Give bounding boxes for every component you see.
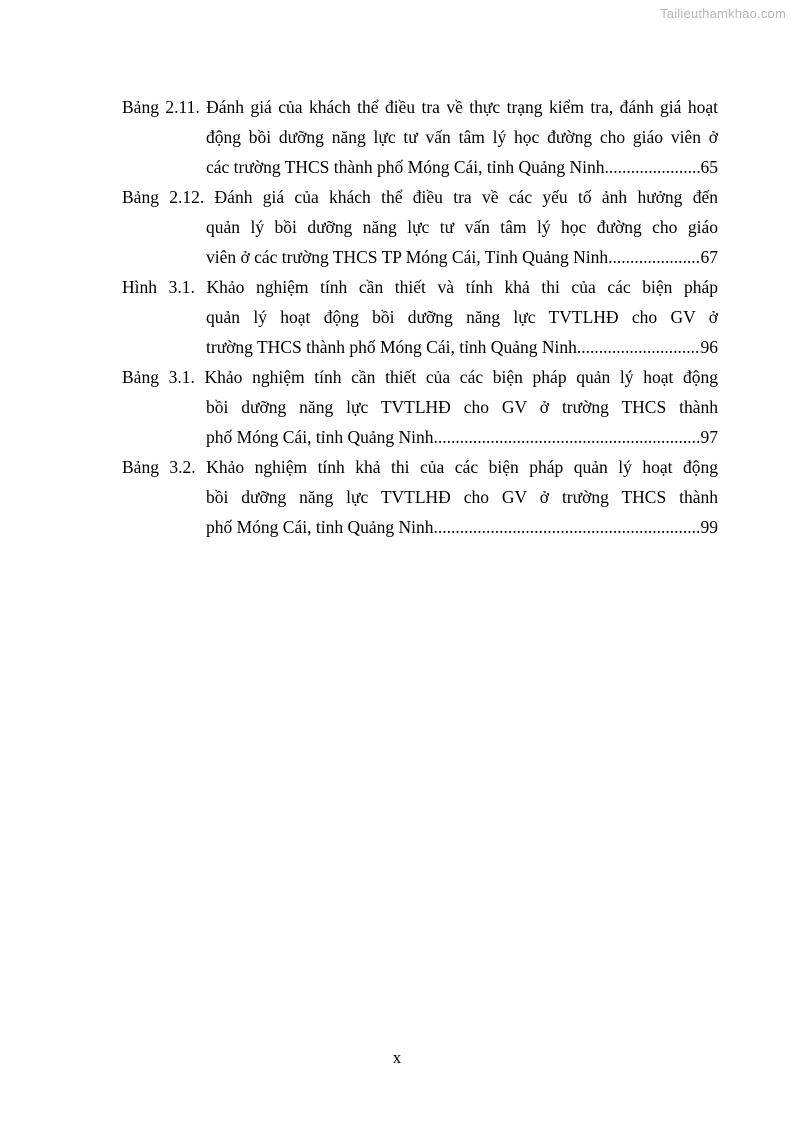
toc-entry-caption-continued: bồi dưỡng năng lực TVTLHĐ cho GV ở trường THCS thành (206, 397, 718, 417)
toc-entry-caption: Hình 3.1. Khảo nghiệm tính cần thiết và tính khả thi của các biện pháp (122, 277, 718, 297)
toc-entry-last-line (122, 332, 718, 362)
toc-entry-last-line (122, 152, 718, 182)
toc-entry[interactable] (122, 272, 718, 362)
toc-entry-caption-end: phố Móng Cái, tỉnh Quảng Ninh (206, 517, 434, 537)
dot-leader (605, 152, 701, 182)
toc-entry-caption-continued: quản lý hoạt động bồi dưỡng năng lực TVTLHĐ cho GV ở (206, 307, 718, 327)
toc-entry-caption-continued: quản lý bồi dưỡng năng lực tư vấn tâm lý học đường cho giáo (206, 217, 718, 237)
dot-leader (577, 332, 701, 362)
toc-entry-caption-end: phố Móng Cái, tỉnh Quảng Ninh (206, 427, 434, 447)
toc-entry-caption-continued: bồi dưỡng năng lực TVTLHĐ cho GV ở trường THCS thành (206, 487, 718, 507)
toc-page-number: 97 (700, 427, 718, 447)
toc-page-number: 96 (700, 337, 718, 357)
toc-entry[interactable] (122, 92, 718, 182)
toc-entry-caption-end: viên ở các trường THCS TP Móng Cái, Tỉnh Quảng Ninh (206, 247, 609, 267)
toc-entry-last-line (122, 422, 718, 452)
dot-leader (434, 422, 701, 452)
list-of-tables-figures (122, 92, 718, 542)
toc-entry[interactable] (122, 182, 718, 272)
dot-leader (434, 512, 701, 542)
toc-entry-caption-continued: động bồi dưỡng năng lực tư vấn tâm lý học đường cho giáo viên ở (206, 127, 718, 147)
page-number-footer: x (392, 1048, 402, 1067)
toc-entry[interactable] (122, 362, 718, 452)
toc-entry-caption-end: các trường THCS thành phố Móng Cái, tỉnh Quảng Ninh (206, 157, 605, 177)
toc-entry-caption: Bảng 2.12. Đánh giá của khách thể điều tra về các yếu tố ảnh hưởng đến (122, 187, 718, 207)
toc-page-number: 67 (700, 247, 718, 267)
toc-entry-caption: Bảng 3.2. Khảo nghiệm tính khả thi của các biện pháp quản lý hoạt động (122, 457, 718, 477)
toc-entry-caption-end: trường THCS thành phố Móng Cái, tỉnh Quảng Ninh (206, 337, 577, 357)
toc-entry-last-line (122, 242, 718, 272)
dot-leader (608, 242, 700, 272)
watermark: Tailieuthamkhao.com (660, 6, 786, 21)
toc-entry[interactable] (122, 452, 718, 542)
toc-page-number: 99 (700, 517, 718, 537)
toc-entry-last-line (122, 512, 718, 542)
toc-entry-caption: Bảng 3.1. Khảo nghiệm tính cần thiết của các biện pháp quản lý hoạt động (122, 367, 718, 387)
toc-entry-caption: Bảng 2.11. Đánh giá của khách thể điều tra về thực trạng kiểm tra, đánh giá hoạt (122, 97, 718, 117)
toc-page-number: 65 (700, 157, 718, 177)
